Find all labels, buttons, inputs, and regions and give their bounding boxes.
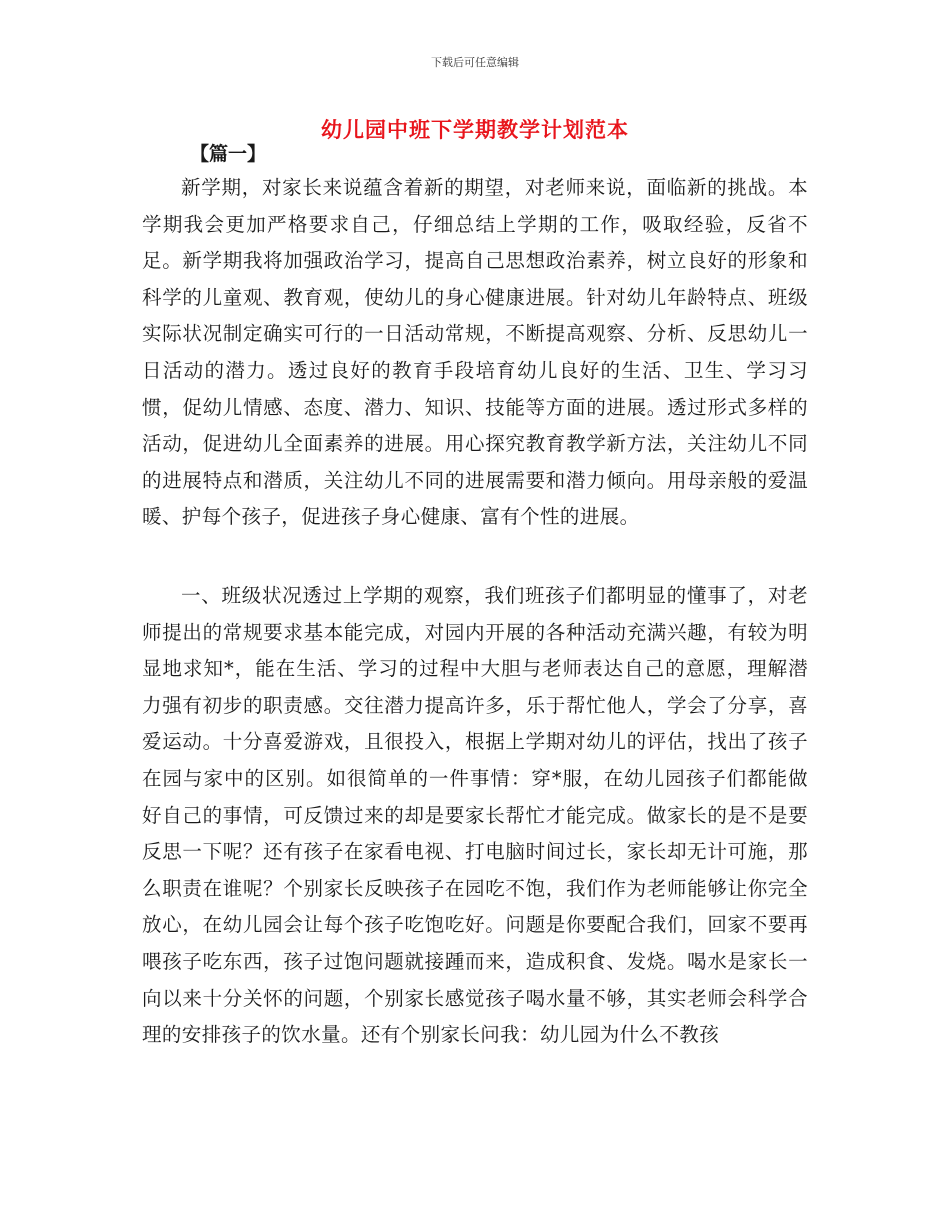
- document-title: 幼儿园中班下学期教学计划范本: [321, 117, 629, 142]
- page-header-note: 下载后可任意编辑: [431, 56, 519, 69]
- body-paragraph-1: 新学期，对家长来说蕴含着新的期望，对老师来说，面临新的挑战。本学期我会更加严格要求自己，仔细总结上学期的工作，吸取经验，反省不足。新学期我将加强政治学习，提高自己思想政治素养，树立良好的形象和科学的儿童观、教育观，使幼儿的身心健康进展。针对幼儿年龄特点、班级实际状况制定确实可行的一日活动常规，不断提高观察、分析、反思幼儿一日活动的潜力。透过良好的教育手段培育幼儿良好的生活、卫生、学习习惯，促幼儿情感、态度、潜力、知识、技能等方面的进展。透过形式多样的活动，促进幼儿全面素养的进展。用心探究教育教学新方法，关注幼儿不同的进展特点和潜质，关注幼儿不同的进展需要和潜力倾向。用母亲般的爱温暖、护每个孩子，促进孩子身心健康、富有个性的进展。: [142, 176, 808, 529]
- body-paragraph-2: 一、班级状况透过上学期的观察，我们班孩子们都明显的懂事了，对老师提出的常规要求基本能完成，对园内开展的各种活动充满兴趣，有较为明显地求知*，能在生活、学习的过程中大胆与老师表达自己的意愿，理解潜力强有初步的职责感。交往潜力提高许多，乐于帮忙他人，学会了分享，喜爱运动。十分喜爱游戏，且很投入，根据上学期对幼儿的评估，找出了孩子在园与家中的区别。如很简单的一件事情：穿*服，在幼儿园孩子们都能做好自己的事情，可反馈过来的却是要家长帮忙才能完成。做家长的是不是要反思一下呢？还有孩子在家看电视、打电脑时间过长，家长却无计可施，那么职责在谁呢？个别家长反映孩子在园吃不饱，我们作为老师能够让你完全放心，在幼儿园会让每个孩子吃饱吃好。问题是你要配合我们，回家不要再喂孩子吃东西，孩子过饱问题就接踵而来，造成积食、发烧。喝水是家长一向以来十分关怀的问题，个别家长感觉孩子喝水量不够，其实老师会科学合理的安排孩子的饮水量。还有个别家长问我：幼儿园为什么不教孩: [142, 584, 808, 1047]
- section-label: 【篇一】: [190, 143, 267, 165]
